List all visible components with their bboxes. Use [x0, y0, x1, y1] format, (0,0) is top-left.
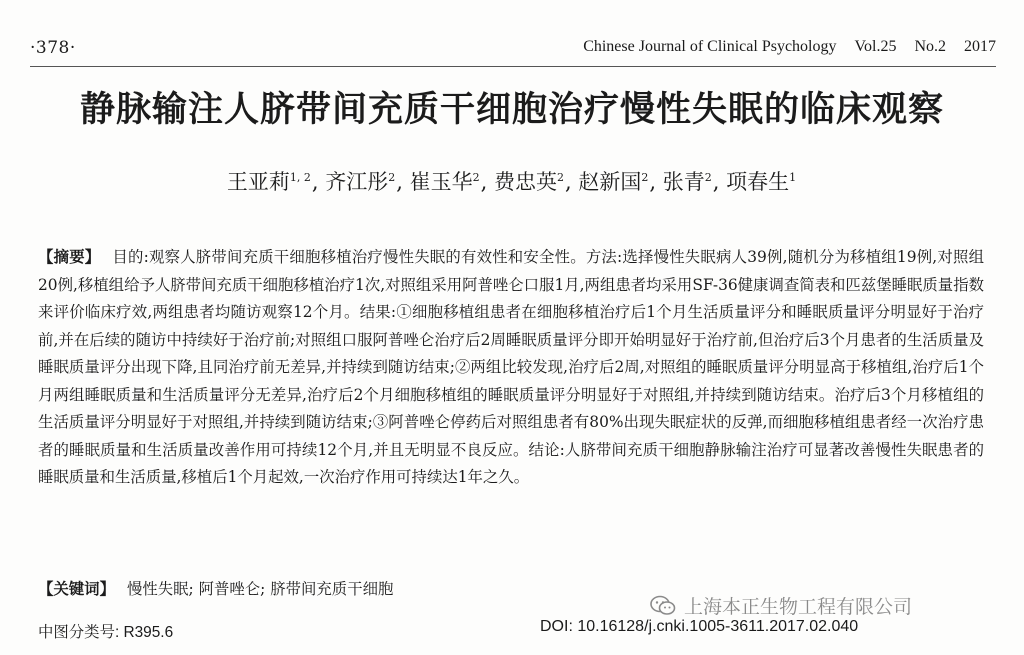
journal-issue: No.2 — [914, 38, 946, 55]
objective-text: 观察人脐带间充质干细胞移植治疗慢性失眠的有效性和安全性。 — [148, 248, 586, 266]
keywords-text: 慢性失眠; 阿普唑仑; 脐带间充质干细胞 — [126, 580, 394, 598]
doi: DOI: 10.16128/j.cnki.1005-3611.2017.02.040 — [540, 618, 859, 635]
results-text: ①细胞移植组患者在细胞移植治疗后1个月生活质量评分和睡眠质量评分明显好于治疗前,并在后续的随访中持续好于治疗前;对照组口服阿普唑仑治疗后2周睡眠质量评分即开始明显好于治疗前,但治疗后3个月患者的生活质量及睡眠质量评分出现下降,且同治疗前无差异,并持续到随访结束;②两组比较发现,治疗后2周,对照组的睡眠质量评分明显高于移植组,治疗后1个月两组睡眠质量和生活质量评分无差异,治疗后2个月细胞移植组的睡眠质量评分明显好于对照组,并持续到随访结束。治疗后3个月移植组的生活质量评分明显好于对照组,并持续到随访结束;③阿普唑仑停药后对照组患者有80%出现失眠症状的反弹,而细胞移植组患者经一次治疗患者的睡眠质量和生活质量改善作用可持续12个月,并且无明显不良反应。 — [38, 303, 984, 459]
journal-name: Chinese Journal of Clinical Psychology — [583, 38, 837, 55]
author: 王亚莉$^{1, 2}$ — [226, 170, 311, 194]
wechat-icon — [650, 595, 676, 617]
watermark-text: 上海本正生物工程有限公司 — [684, 596, 913, 618]
paper-title: 静脉输注人脐带间充质干细胞治疗慢性失眠的临床观察 — [79, 90, 944, 130]
journal-header — [583, 38, 996, 56]
conclusion-label: 结论: — [528, 440, 565, 459]
keywords-label: 【关键词】 — [38, 580, 115, 598]
methods-text: 选择慢性失眠病人39例,随机分为移植组19例,对照组20例,移植组给予人脐带间充质干细胞移植治疗1次,对照组采用阿普唑仑口服1月,两组患者均采用SF-36健康调查简表和匹兹堡睡眠质量指数来评价临床疗效,两组患者均随访观察12个月。 — [38, 248, 984, 321]
author: 张青$^2$ — [662, 170, 712, 194]
keywords — [38, 577, 393, 599]
author: 赵新国$^2$ — [578, 170, 649, 194]
journal-volume: Vol.25 — [854, 38, 897, 55]
journal-year: 2017 — [964, 38, 996, 55]
page-number: ·378· — [30, 38, 76, 58]
header-rule — [30, 66, 996, 67]
author: 费忠英$^2$ — [494, 170, 564, 194]
objective-label: 目的: — [112, 248, 149, 266]
author: 项春生$^1$ — [726, 170, 797, 194]
author: 齐江彤$^2$ — [325, 170, 396, 194]
results-label: 结果: — [359, 303, 397, 321]
author: 崔玉华$^2$ — [409, 170, 480, 194]
conclusion-text: 人脐带间充质干细胞静脉输注治疗可显著改善慢性失眠患者的睡眠质量和生活质量,移植后1个月起效,一次治疗作用可持续达1年之久。 — [38, 440, 985, 486]
abstract-label: 【摘要】 — [38, 248, 101, 266]
methods-label: 方法: — [585, 248, 623, 266]
abstract — [38, 244, 984, 492]
author-list: 王亚莉$^{1, 2}$, 齐江彤$^2$, 崔玉华$^2$, 费忠英$^2$, 赵新国$^2$, 张青$^2$, 项春生$^1$ — [226, 170, 797, 194]
classification-number: 中图分类号: R395.6 — [38, 624, 174, 641]
watermark — [650, 592, 912, 619]
